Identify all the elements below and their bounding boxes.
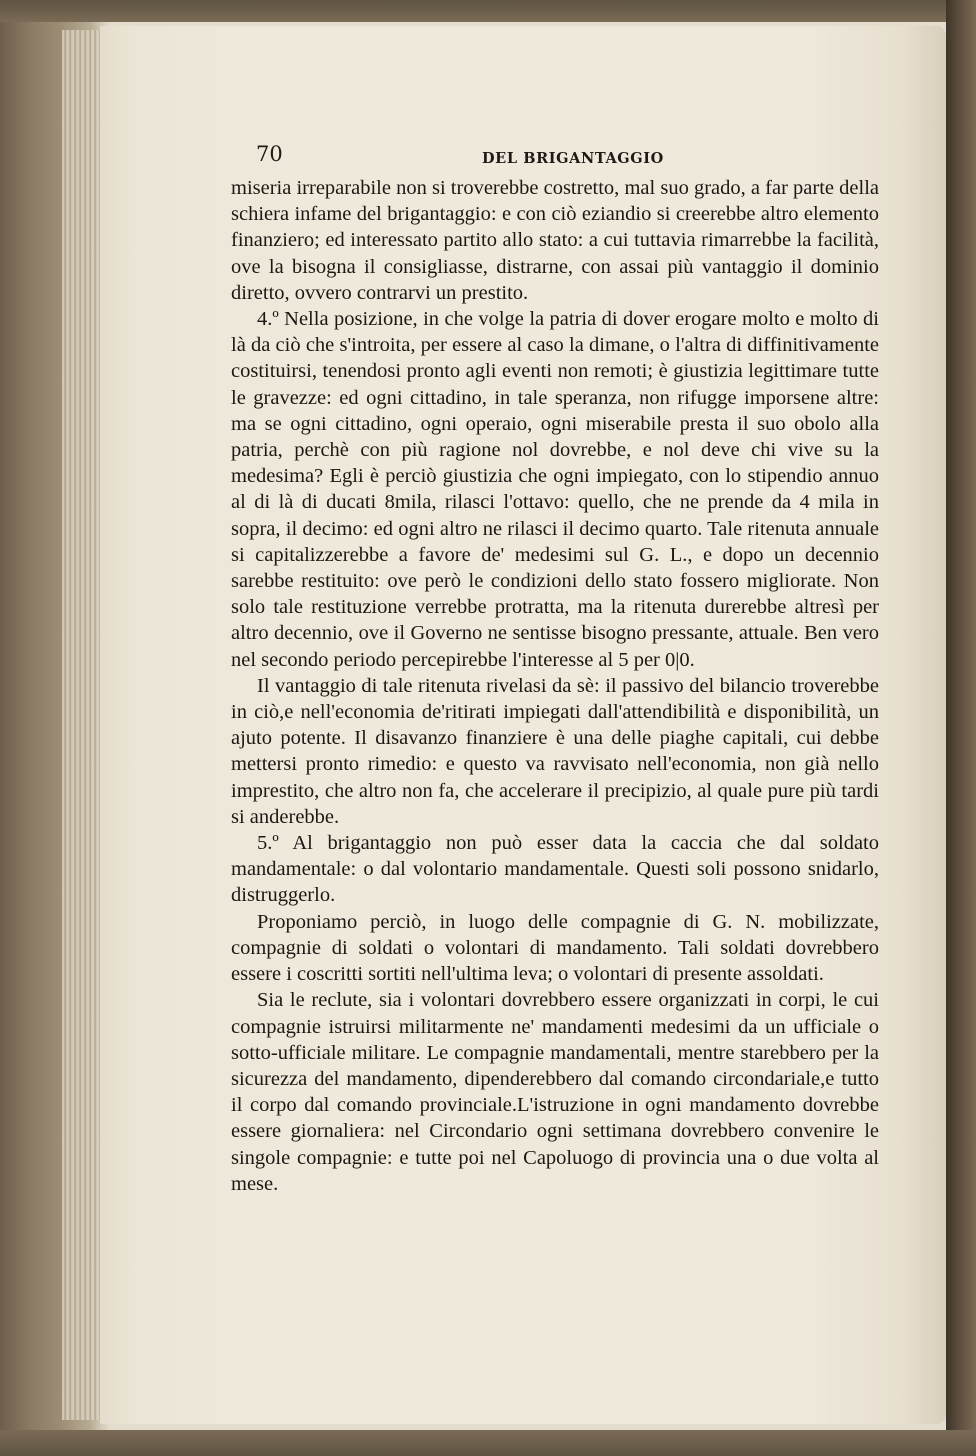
page-header bbox=[0, 140, 976, 180]
book-cover-top-edge bbox=[0, 0, 976, 22]
paragraph-continuation: miseria irreparabile non si troverebbe costretto, mal suo grado, a far parte della schiera infame del brigantaggio: e con ciò eziandio si creerebbe altro elemento finanziero; ed interessato partito allo stato: a cui tuttavia rimarrebbe la facilità, ove la bisogna il consigliasse, distrarne, con assai più vantaggio il dominio diretto, ovvero contrarvi un prestito. bbox=[231, 177, 879, 304]
paragraph-point-4: 4.º Nella posizione, in che volge la patria di dover erogare molto e molto di là da ciò che s'introita, per essere al caso la dimane, o l'altra di diffinitivamente costituirsi, tenendosi pronto agli eventi non remoti; è giustizia legittimare tutte le gravezze: ed ogni cittadino, in tale speranza, non rifugge imporsene altre: ma se ogni cittadino, ogni operaio, ogni miserabile presta il suo obolo alla patria, perchè con più ragione nol dovrebbe, e nol deve chi vive su la medesima? Egli è perciò giustizia che ogni impiegato, con lo stipendio annuo al di là di ducati 8mila, rilasci l'ottavo: quello, che ne prende da 4 mila in sopra, il decimo: ed ogni altro ne rilasci il decimo quarto. Tale ritenuta annuale si capitalizzerebbe a favore de' medesimi sul G. L., e dopo un decennio sarebbe restituito: ove però le condizioni dello stato fossero migliorate. Non solo tale restituzione verrebbe protratta, ma la ritenuta durerebbe altresì per altro decennio, ove il Governo ne sentisse bisogno pressante, attuale. Ben vero nel secondo periodo percepirebbe l'interesse al 5 per 0|0. bbox=[231, 308, 879, 671]
book-cover-bottom-edge bbox=[0, 1430, 976, 1456]
paragraph-point-5: 5.º Al brigantaggio non può esser data la caccia che dal soldato mandamentale: o dal volontario mandamentale. Questi soli possono snidarlo, distruggerlo. bbox=[231, 832, 879, 907]
book-cover-right-edge bbox=[946, 0, 976, 1456]
paragraph-reclute: Sia le reclute, sia i volontari dovrebbero essere organizzati in corpi, le cui compagnie istruirsi militarmente ne' mandamenti medesimi da un ufficiale o sotto-ufficiale militare. Le compagnie mandamentali, mentre starebbero per la sicurezza del mandamento, dipenderebbero dal comando circondariale,e tutto il corpo dal comando provinciale.L'istruzione in ogni mandamento dovrebbe essere giornaliera: nel Circondario ogni settimana dovrebbero convenire le singole compagnie: e tutte poi nel Capoluogo di provincia una o due volta al mese. bbox=[231, 989, 879, 1195]
body-text bbox=[231, 175, 879, 1197]
paragraph-proponiamo: Proponiamo perciò, in luogo delle compagnie di G. N. mobilizzate, compagnie di soldati o volontari di mandamento. Tali soldati dovrebbero essere i coscritti sortiti nell'ultima leva; o volontari di presente assoldati. bbox=[231, 910, 879, 986]
page-number: 70 bbox=[256, 142, 283, 166]
running-title: DEL BRIGANTAGGIO bbox=[482, 150, 664, 167]
paragraph-vantaggio: Il vantaggio di tale ritenuta rivelasi da sè: il passivo del bilancio troverebbe in ciò,e nell'economia de'ritirati impiegati dall'attendibilità e disponibilità, un ajuto potente. Il disavanzo finanziere è una delle piaghe capitali, cui debbe mettersi pronto rimedio: e questo va ravvisato nell'economia, non già nello imprestito, che altro non fa, che accelerare il precipizio, al quale pure più tardi si anderebbe. bbox=[231, 674, 879, 828]
